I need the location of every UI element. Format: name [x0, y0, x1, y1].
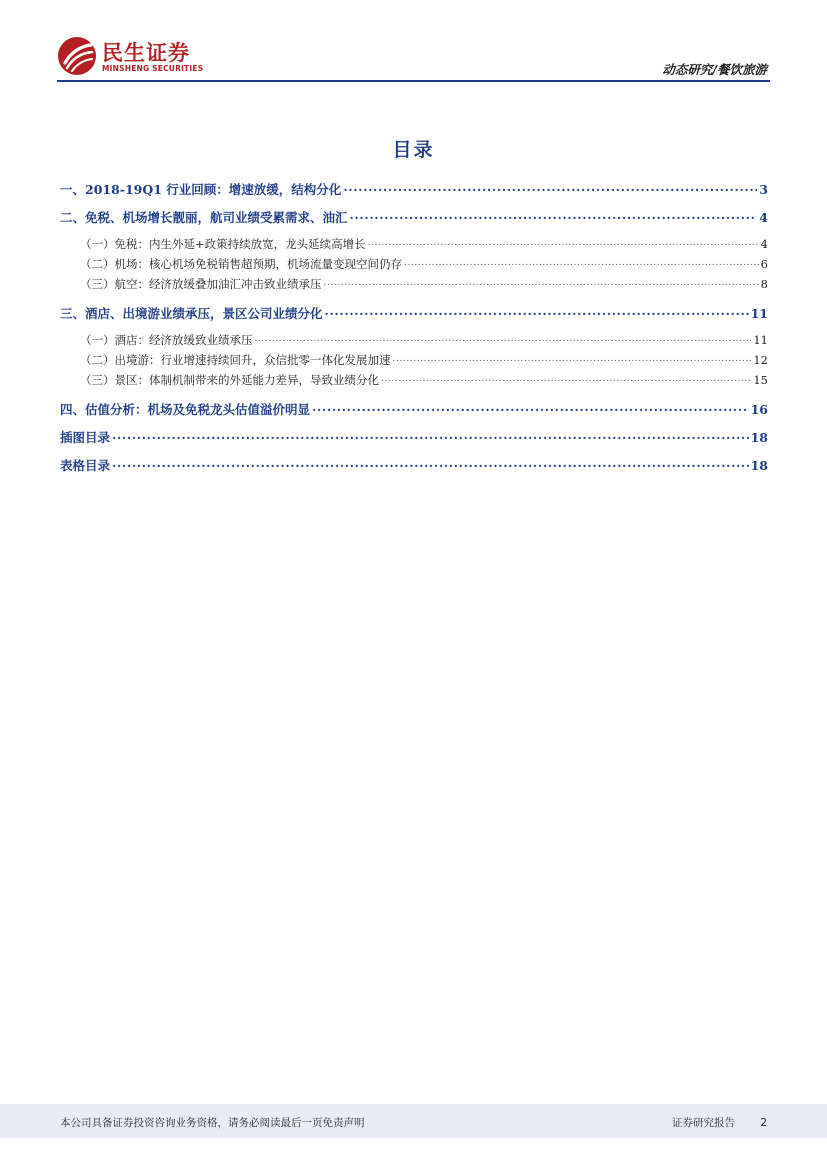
toc-leader-dots	[324, 277, 759, 289]
header-divider	[57, 80, 770, 82]
toc-entry-text: （三）航空：经济放缓叠加油汇冲击致业绩承压	[80, 277, 322, 291]
toc-entry-page: 4	[759, 210, 768, 225]
toc-entry-text: 插图目录	[60, 430, 111, 445]
toc-subentry[interactable]	[60, 352, 768, 368]
toc-leader-dots	[255, 333, 752, 345]
toc-entry-page: 12	[753, 353, 768, 367]
toc-entry-text: （三）景区：体制机制带来的外延能力差异，导致业绩分化	[80, 373, 379, 387]
toc-entry[interactable]	[60, 208, 768, 226]
toc-entry-page: 8	[760, 277, 768, 291]
footer-right	[672, 1115, 767, 1130]
toc-entry-page: 11	[753, 333, 768, 347]
toc-entry-page: 11	[750, 306, 768, 321]
toc-entry-text: （一）酒店：经济放缓致业绩承压	[80, 333, 253, 347]
toc-entry-text: 二、免税、机场增长靓丽，航司业绩受累需求、油汇	[60, 210, 348, 225]
toc-leader-dots	[325, 306, 749, 319]
report-type: 动态研究/餐饮旅游	[662, 62, 767, 77]
toc-leader-dots	[393, 353, 752, 365]
toc-entry-text: （二）出境游：行业增速持续回升，众信批零一体化发展加速	[80, 353, 391, 367]
toc-entry-page: 16	[750, 402, 768, 417]
minsheng-logo	[57, 36, 217, 80]
toc-entry-text: （二）机场：核心机场免税销售超预期，机场流量变现空间仍存	[80, 257, 402, 271]
toc-title: 目录	[392, 139, 435, 161]
toc-entry-page: 18	[750, 458, 768, 473]
toc-entry[interactable]	[60, 180, 768, 198]
toc-leader-dots	[368, 237, 759, 249]
footer-report-label: 证券研究报告	[671, 1117, 735, 1129]
footer-disclaimer: 本公司具备证券投资咨询业务资格，请务必阅读最后一页免责声明	[60, 1117, 365, 1129]
toc-subentry[interactable]	[60, 276, 768, 292]
toc-leader-dots	[350, 210, 758, 223]
toc-subentry[interactable]	[60, 236, 768, 252]
toc-entry-text: 表格目录	[60, 458, 111, 473]
toc-subentry[interactable]	[60, 372, 768, 388]
toc-entry-text: 四、估值分析：机场及免税龙头估值溢价明显	[60, 402, 311, 417]
toc-entry[interactable]	[60, 400, 768, 418]
toc-entry-text: 一、2018-19Q1 行业回顾：增速放缓，结构分化	[60, 182, 342, 197]
toc-leader-dots	[343, 182, 757, 195]
page-header	[0, 0, 827, 84]
toc-subentry[interactable]	[60, 332, 768, 348]
toc-entry-page: 3	[759, 182, 768, 197]
brand-name-cn: 民生证券	[102, 41, 190, 65]
toc-entry-page: 18	[750, 430, 768, 445]
toc-entry-text: （一）免税：内生外延+政策持续放宽，龙头延续高增长	[80, 237, 366, 251]
toc-entry[interactable]	[60, 428, 768, 446]
toc-leader-dots	[112, 430, 749, 443]
toc-leader-dots	[381, 373, 751, 385]
minsheng-logo-icon	[57, 36, 97, 76]
toc-entry-page: 6	[760, 257, 768, 271]
toc-leader-dots	[404, 257, 759, 269]
toc-leader-dots	[312, 402, 749, 415]
page-number: 2	[760, 1117, 767, 1129]
brand-name-en: MINSHENG SECURITIES	[102, 64, 204, 73]
toc-entry[interactable]	[60, 456, 768, 474]
toc-subentry[interactable]	[60, 256, 768, 272]
toc-entry-page: 15	[753, 373, 768, 387]
toc-entry-page: 4	[760, 237, 768, 251]
toc-entry[interactable]	[60, 304, 768, 322]
toc-leader-dots	[112, 458, 749, 471]
toc-entry-text: 三、酒店、出境游业绩承压，景区公司业绩分化	[60, 306, 323, 321]
